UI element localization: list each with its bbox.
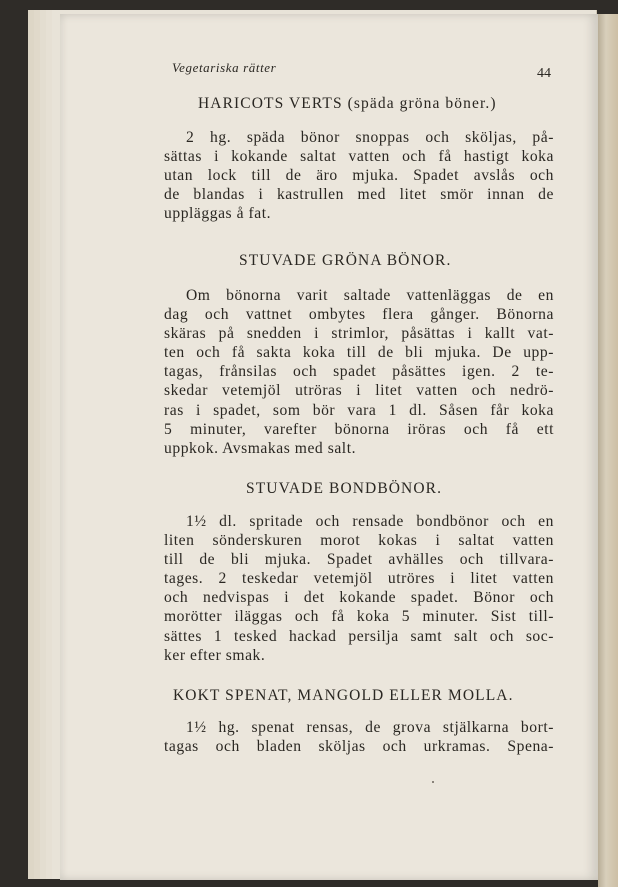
recipe-paragraph [164,286,554,458]
text-line: uppkok. Avsmakas med salt. [164,439,357,457]
section-heading: HARICOTS VERTS (späda gröna böner.) [198,95,497,112]
text-line: och nedvispas i det kokande spadet. Bönor och [164,589,554,607]
text-line: utan lock till de äro mjuka. Spadet avslås och [164,167,554,185]
text-line: uppläggas å fat. [164,205,272,223]
text-line: de blandas i kastrullen med litet smör innan de [164,186,554,204]
text-line: till de bli mjuka. Spadet avhälles och tillvara- [164,551,554,569]
recipe-paragraph [164,718,554,756]
text-line: ker efter smak. [164,646,266,664]
text-line: 2 hg. späda bönor snoppas och sköljas, på- [186,129,554,146]
text-line: sättes 1 tesked hackad persilja samt salt och soc- [164,627,554,645]
text-line: 1½ hg. spenat rensas, de grova stjälkarna bort- [186,719,554,736]
text-line: ras i spadet, som bör vara 1 dl. Såsen får koka [164,401,554,419]
text-line: dag och vattnet ombytes flera gånger. Bönorna [164,306,554,324]
text-line: tagas och bladen sköljas och urkramas. Spena- [164,738,554,756]
text-line: sättas i kokande saltat vatten och få hastigt koka [164,148,554,166]
recipe-paragraph [164,128,554,223]
running-head: Vegetariska rätter [172,60,277,75]
page-number: 44 [537,66,551,81]
section-heading: STUVADE GRÖNA BÖNOR. [239,252,452,269]
text-line: skedar vetemjöl utröras i litet vatten och nedrö- [164,382,554,400]
facing-page-edge [598,14,618,887]
section-heading: KOKT SPENAT, MANGOLD ELLER MOLLA. [173,687,514,704]
text-line: tagas, frånsilas och spadet påsättes igen. 2 te- [164,363,554,381]
text-line: liten sönderskuren morot kokas i saltat vatten [164,532,554,550]
text-line: morötter iläggas och få koka 5 minuter. Sist till- [164,608,554,626]
text-line: skäras på snedden i strimlor, påsättas i kallt vat- [164,325,554,343]
text-line: 5 minuter, varefter bönorna iröras och få ett [164,420,554,438]
text-line: 1½ dl. spritade och rensade bondbönor och en [186,513,554,530]
text-line: Om bönorna varit saltade vattenläggas de en [186,287,554,304]
paper-speck [432,781,434,783]
recipe-paragraph [164,512,554,665]
text-line: tages. 2 teskedar vetemjöl utröres i litet vatten [164,570,554,588]
section-heading: STUVADE BONDBÖNOR. [246,480,443,497]
text-line: ten och få sakta koka till de bli mjuka. De upp- [164,344,554,362]
